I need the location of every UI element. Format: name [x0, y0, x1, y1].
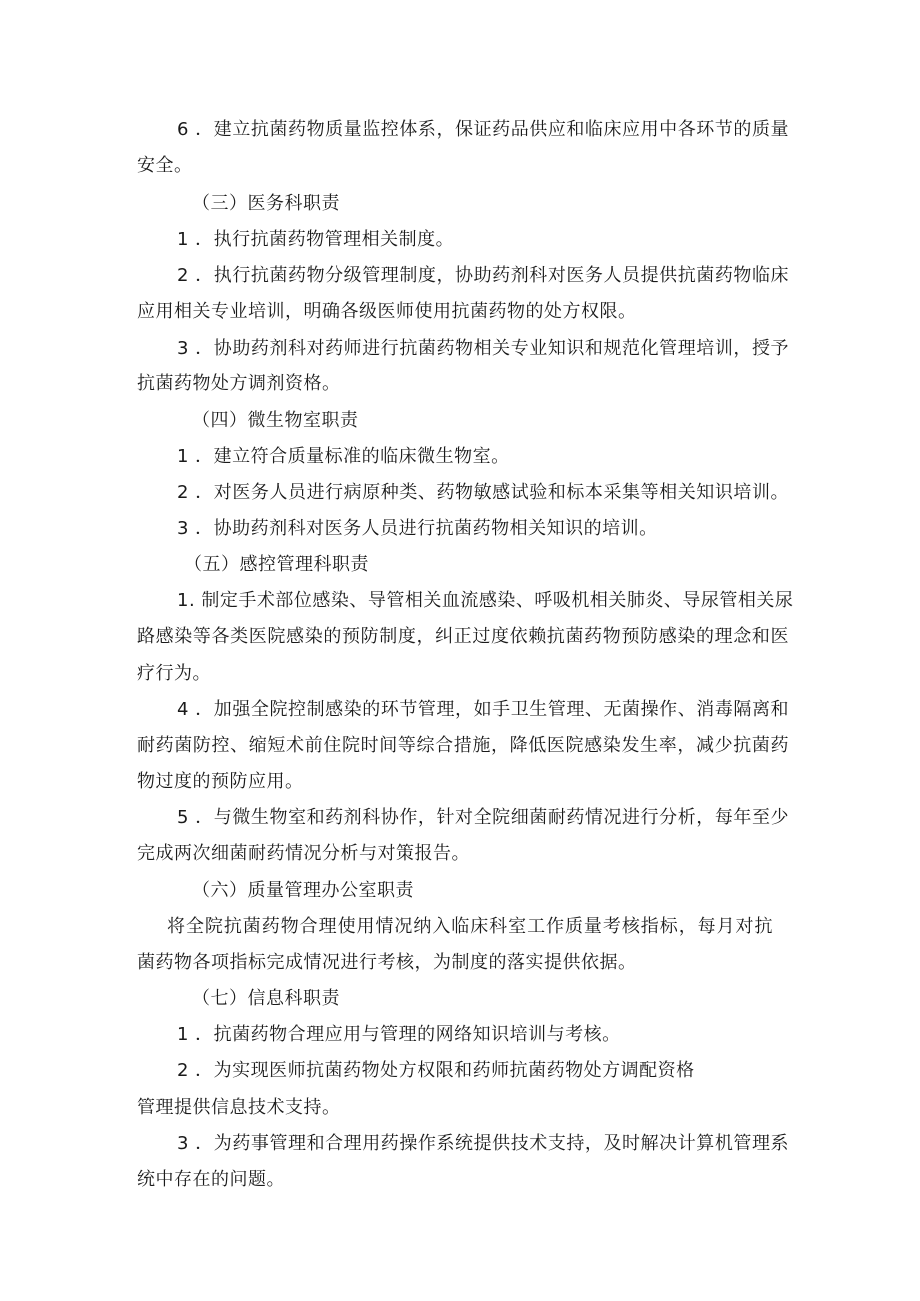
paragraph-line: 6 ．建立抗菌药物质量监控体系，保证药品供应和临床应用中各环节的质量 — [177, 119, 789, 140]
paragraph-line: 4 ．加强全院控制感染的环节管理，如手卫生管理、无菌操作、消毒隔离和 — [177, 699, 789, 720]
paragraph-line: 安全。 — [137, 155, 193, 176]
paragraph-line: 管理提供信息技术支持。 — [137, 1097, 341, 1118]
section-heading: （三）医务科职责 — [192, 193, 340, 214]
paragraph-line: 5 ．与微生物室和药剂科协作，针对全院细菌耐药情况进行分析，每年至少 — [177, 807, 789, 828]
paragraph-line: 1 ．执行抗菌药物管理相关制度。 — [177, 229, 455, 250]
paragraph-line: 疗行为。 — [137, 663, 211, 684]
section-heading: （五）感控管理科职责 — [184, 554, 369, 575]
paragraph-line: 2 ．执行抗菌药物分级管理制度，协助药剂科对医务人员提供抗菌药物临床 — [177, 265, 789, 286]
paragraph-line: 3 ．协助药剂科对药师进行抗菌药物相关专业知识和规范化管理培训，授予 — [177, 338, 789, 359]
paragraph-line: 物过度的预防应用。 — [137, 771, 304, 792]
paragraph-line: 耐药菌防控、缩短术前住院时间等综合措施，降低医院感染发生率，减少抗菌药 — [137, 735, 789, 756]
paragraph-line: 3 ．协助药剂科对医务人员进行抗菌药物相关知识的培训。 — [177, 518, 658, 539]
paragraph-line: 完成两次细菌耐药情况分析与对策报告。 — [137, 843, 470, 864]
section-heading: （四）微生物室职责 — [192, 410, 359, 431]
paragraph-line: 1 ．建立符合质量标准的临床微生物室。 — [177, 446, 510, 467]
section-heading: （七）信息科职责 — [192, 988, 340, 1009]
section-heading: （六）质量管理办公室职责 — [192, 880, 414, 901]
paragraph-line: 3 ．为药事管理和合理用药操作系统提供技术支持，及时解决计算机管理系 — [177, 1133, 789, 1154]
paragraph-line: 1. 制定手术部位感染、导管相关血流感染、呼吸机相关肺炎、导尿管相关尿 — [177, 590, 794, 611]
paragraph-line: 路感染等各类医院感染的预防制度，纠正过度依赖抗菌药物预防感染的理念和医 — [137, 626, 789, 647]
paragraph-line: 抗菌药物处方调剂资格。 — [137, 373, 341, 394]
paragraph-line: 统中存在的问题。 — [137, 1169, 285, 1190]
paragraph-line: 应用相关专业培训，明确各级医师使用抗菌药物的处方权限。 — [137, 301, 637, 322]
paragraph-line: 将全院抗菌药物合理使用情况纳入临床科室工作质量考核指标，每月对抗 — [167, 916, 773, 937]
paragraph-line: 菌药物各项指标完成情况进行考核，为制度的落实提供依据。 — [137, 952, 637, 973]
paragraph-line: 1 ．抗菌药物合理应用与管理的网络知识培训与考核。 — [177, 1024, 621, 1045]
paragraph-line: 2 ．对医务人员进行病原种类、药物敏感试验和标本采集等相关知识培训。 — [177, 482, 789, 503]
paragraph-line: 2 ．为实现医师抗菌药物处方权限和药师抗菌药物处方调配资格 — [177, 1060, 695, 1081]
